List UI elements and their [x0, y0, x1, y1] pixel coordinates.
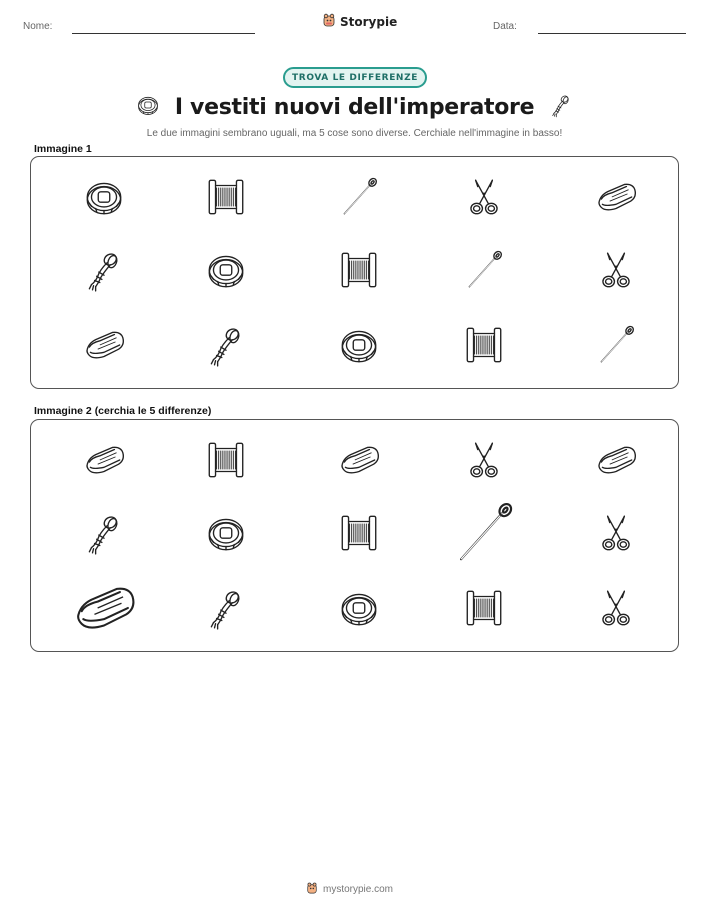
- cloth-icon[interactable]: [586, 430, 646, 490]
- coin-icon: [74, 167, 134, 227]
- footer-url: mystorypie.com: [323, 884, 394, 895]
- scissors-icon[interactable]: [454, 430, 514, 490]
- scissors-icon[interactable]: [586, 503, 646, 563]
- loom-icon[interactable]: [329, 503, 389, 563]
- name-label: Nome:: [23, 21, 53, 32]
- loom-icon: [454, 315, 514, 375]
- brand-logo: [322, 13, 397, 30]
- loom-icon: [329, 240, 389, 300]
- page-title: I vestiti nuovi dell'imperatore: [174, 95, 535, 120]
- cloth-icon[interactable]: [74, 430, 134, 490]
- image1-panel: [30, 156, 679, 389]
- brand-name: Storypie: [340, 14, 398, 29]
- loom-icon: [196, 167, 256, 227]
- coin-icon[interactable]: [329, 578, 389, 638]
- scissors-icon: [454, 167, 514, 227]
- needle-icon[interactable]: [454, 503, 514, 563]
- loom-icon[interactable]: [454, 578, 514, 638]
- image2-label: Immagine 2 (cerchia le 5 differenze): [34, 405, 212, 417]
- rope-icon: [548, 92, 574, 123]
- instructions: Le due immagini sembrano uguali, ma 5 cose sono diverse. Cerchiale nell'immagine in basso!: [146, 128, 563, 139]
- coin-icon: [329, 315, 389, 375]
- needle-icon: [586, 315, 646, 375]
- image1-label: Immagine 1: [34, 143, 92, 155]
- rope-icon[interactable]: [74, 503, 134, 563]
- needle-icon: [329, 167, 389, 227]
- rope-icon[interactable]: [196, 578, 256, 638]
- date-field[interactable]: [538, 33, 686, 34]
- image2-panel[interactable]: [30, 419, 679, 652]
- cloth-icon[interactable]: [329, 430, 389, 490]
- name-field[interactable]: [72, 33, 255, 34]
- cloth-icon: [586, 167, 646, 227]
- page-title-row: [0, 92, 709, 123]
- storypie-logo-icon: [322, 13, 336, 30]
- coin-icon[interactable]: [196, 503, 256, 563]
- footer: [306, 882, 393, 897]
- loom-icon[interactable]: [196, 430, 256, 490]
- rope-icon: [74, 240, 134, 300]
- needle-icon: [454, 240, 514, 300]
- cloth-icon[interactable]: [74, 578, 134, 638]
- scissors-icon: [586, 240, 646, 300]
- coin-icon: [196, 240, 256, 300]
- activity-badge: TROVA LE DIFFERENZE: [283, 67, 427, 88]
- coin-icon: [135, 92, 161, 123]
- cloth-icon: [74, 315, 134, 375]
- scissors-icon[interactable]: [586, 578, 646, 638]
- rope-icon: [196, 315, 256, 375]
- storypie-logo-icon: [306, 882, 318, 897]
- date-label: Data:: [493, 21, 517, 32]
